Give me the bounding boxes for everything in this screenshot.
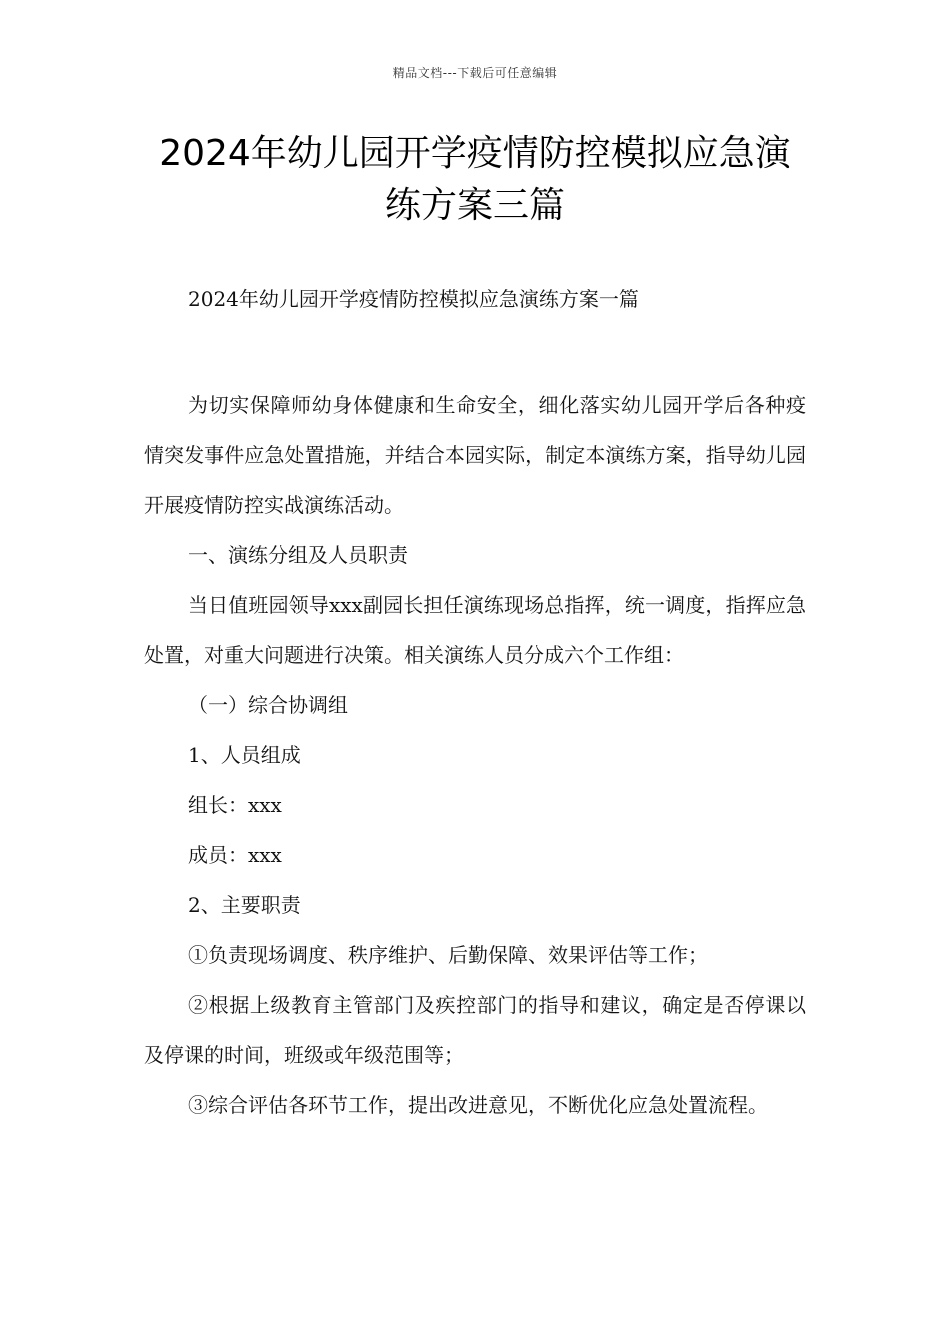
document-title: [120, 128, 830, 232]
group-members: 成员：xxx: [188, 843, 282, 867]
duty-item-3: ③综合评估各环节工作，提出改进意见，不断优化应急处置流程。: [188, 1093, 768, 1117]
section-subtitle: 2024年幼儿园开学疫情防控模拟应急演练方案一篇: [188, 287, 639, 311]
duties-heading: 2、主要职责: [188, 893, 301, 917]
body-text: [144, 380, 806, 1130]
command-paragraph: 当日值班园领导xxx副园长担任演练现场总指挥，统一调度，指挥应急处置，对重大问题进行决策。相关演练人员分成六个工作组：: [144, 593, 806, 667]
title-line-1: 2024年幼儿园开学疫情防控模拟应急演: [159, 133, 791, 174]
personnel-heading: 1、人员组成: [188, 743, 301, 767]
duty-item-1: ①负责现场调度、秩序维护、后勤保障、效果评估等工作；: [188, 943, 708, 967]
duty-item-2: ②根据上级教育主管部门及疾控部门的指导和建议，确定是否停课以及停课的时间，班级或年级范围等；: [144, 993, 806, 1067]
intro-paragraph: 为切实保障师幼身体健康和生命安全，细化落实幼儿园开学后各种疫情突发事件应急处置措施，并结合本园实际，制定本演练方案，指导幼儿园开展疫情防控实战演练活动。: [144, 393, 806, 517]
header-note: 精品文档---下载后可任意编辑: [392, 66, 558, 80]
group-leader: 组长：xxx: [188, 793, 282, 817]
section-heading: 一、演练分组及人员职责: [188, 543, 408, 567]
title-line-2: 练方案三篇: [384, 185, 565, 226]
group-heading: （一）综合协调组: [188, 693, 348, 717]
